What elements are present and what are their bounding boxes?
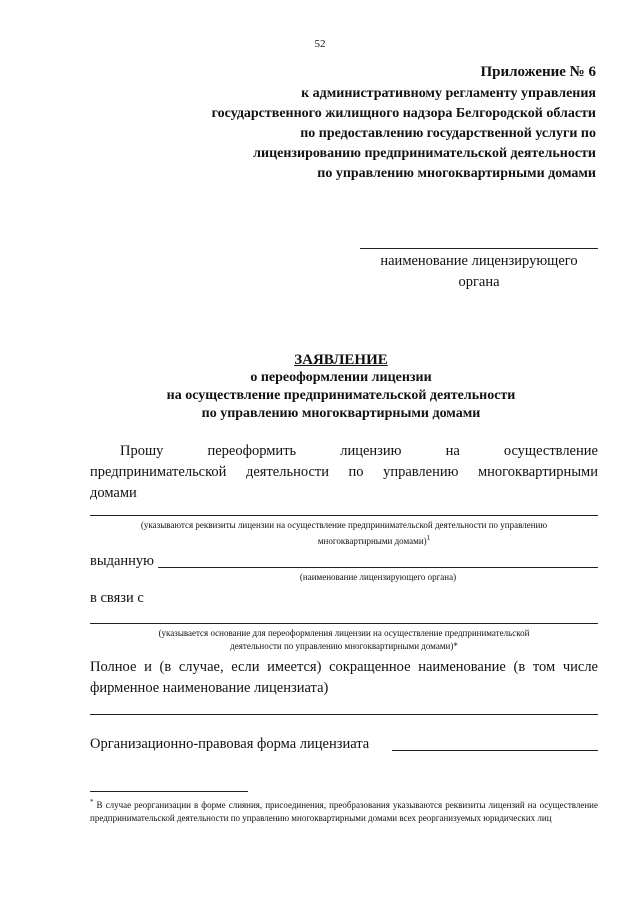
appendix-line: лицензированию предпринимательской деятельности bbox=[253, 146, 596, 161]
reason-field[interactable] bbox=[90, 623, 598, 624]
issued-note: (наименование лицензирующего органа) bbox=[299, 572, 457, 582]
reason-note-line1: (указывается основание для переоформления лицензии на осуществление предпринимательской bbox=[158, 628, 530, 638]
issued-label: выданную bbox=[90, 553, 155, 569]
request-line-1 bbox=[90, 443, 598, 460]
statement-title: ЗАЯВЛЕНИЕ bbox=[294, 352, 388, 368]
appendix-header bbox=[212, 62, 596, 184]
reason-note bbox=[90, 627, 598, 653]
authority-caption-line1: наименование лицензирующего bbox=[380, 253, 578, 269]
request-word: Прошу bbox=[120, 443, 164, 459]
license-details-note-line2: многоквартирными домами) bbox=[317, 536, 427, 546]
page-number: 52 bbox=[314, 38, 326, 50]
reason-label: в связи с bbox=[90, 590, 144, 606]
appendix-line: по предоставлению государственной услуги по bbox=[300, 126, 596, 141]
statement-subtitle: о переоформлении лицензии bbox=[250, 370, 432, 385]
full-name-line1: Полное и (в случае, если имеется) сокращенное наименование (в том числе bbox=[90, 659, 598, 675]
appendix-line: по управлению многоквартирными домами bbox=[317, 166, 596, 181]
footnote bbox=[90, 796, 598, 825]
reason-note-line2: деятельности по управлению многоквартирными домами)* bbox=[230, 641, 458, 651]
footnote-text: В случае реорганизации в форме слияния, присоединения, преобразования указываются реквизиты лицензий на осуществление предпринимательской деятельности по управлению многоквартирными домами всех реорганизуемых юридических лиц bbox=[90, 800, 598, 823]
issued-by-field[interactable] bbox=[158, 567, 598, 568]
statement-subtitle: на осуществление предпринимательской деятельности bbox=[166, 388, 516, 403]
request-line-3: домами bbox=[90, 485, 137, 501]
authority-name-field[interactable] bbox=[360, 248, 598, 249]
statement-subtitle: по управлению многоквартирными домами bbox=[201, 406, 481, 421]
footnote-divider bbox=[90, 791, 248, 792]
request-word: на bbox=[445, 443, 460, 459]
statement-heading bbox=[0, 351, 640, 423]
legal-form-field[interactable] bbox=[392, 750, 598, 751]
request-line-2: предпринимательской деятельности по управлению многоквартирными bbox=[90, 464, 598, 480]
footnote-ref: 1 bbox=[426, 534, 431, 542]
footnote-marker: * bbox=[90, 798, 94, 806]
license-details-field[interactable] bbox=[90, 515, 598, 516]
appendix-line: государственного жилищного надзора Белгородской области bbox=[211, 106, 596, 121]
request-word: переоформить bbox=[207, 443, 297, 459]
appendix-line: к административному регламенту управления bbox=[301, 86, 596, 101]
request-word: осуществление bbox=[503, 443, 598, 459]
legal-form-label: Организационно-правовая форма лицензиата bbox=[90, 736, 370, 752]
full-name-field[interactable] bbox=[90, 714, 598, 715]
authority-caption-line2: органа bbox=[458, 274, 500, 290]
full-name-line2: фирменное наименование лицензиата) bbox=[90, 680, 329, 696]
license-details-note-line1: (указываются реквизиты лицензии на осуществление предпринимательской деятельности по управлению bbox=[140, 520, 548, 530]
license-details-note bbox=[90, 519, 598, 548]
request-word: лицензию bbox=[340, 443, 402, 459]
appendix-title: Приложение № 6 bbox=[480, 64, 596, 80]
